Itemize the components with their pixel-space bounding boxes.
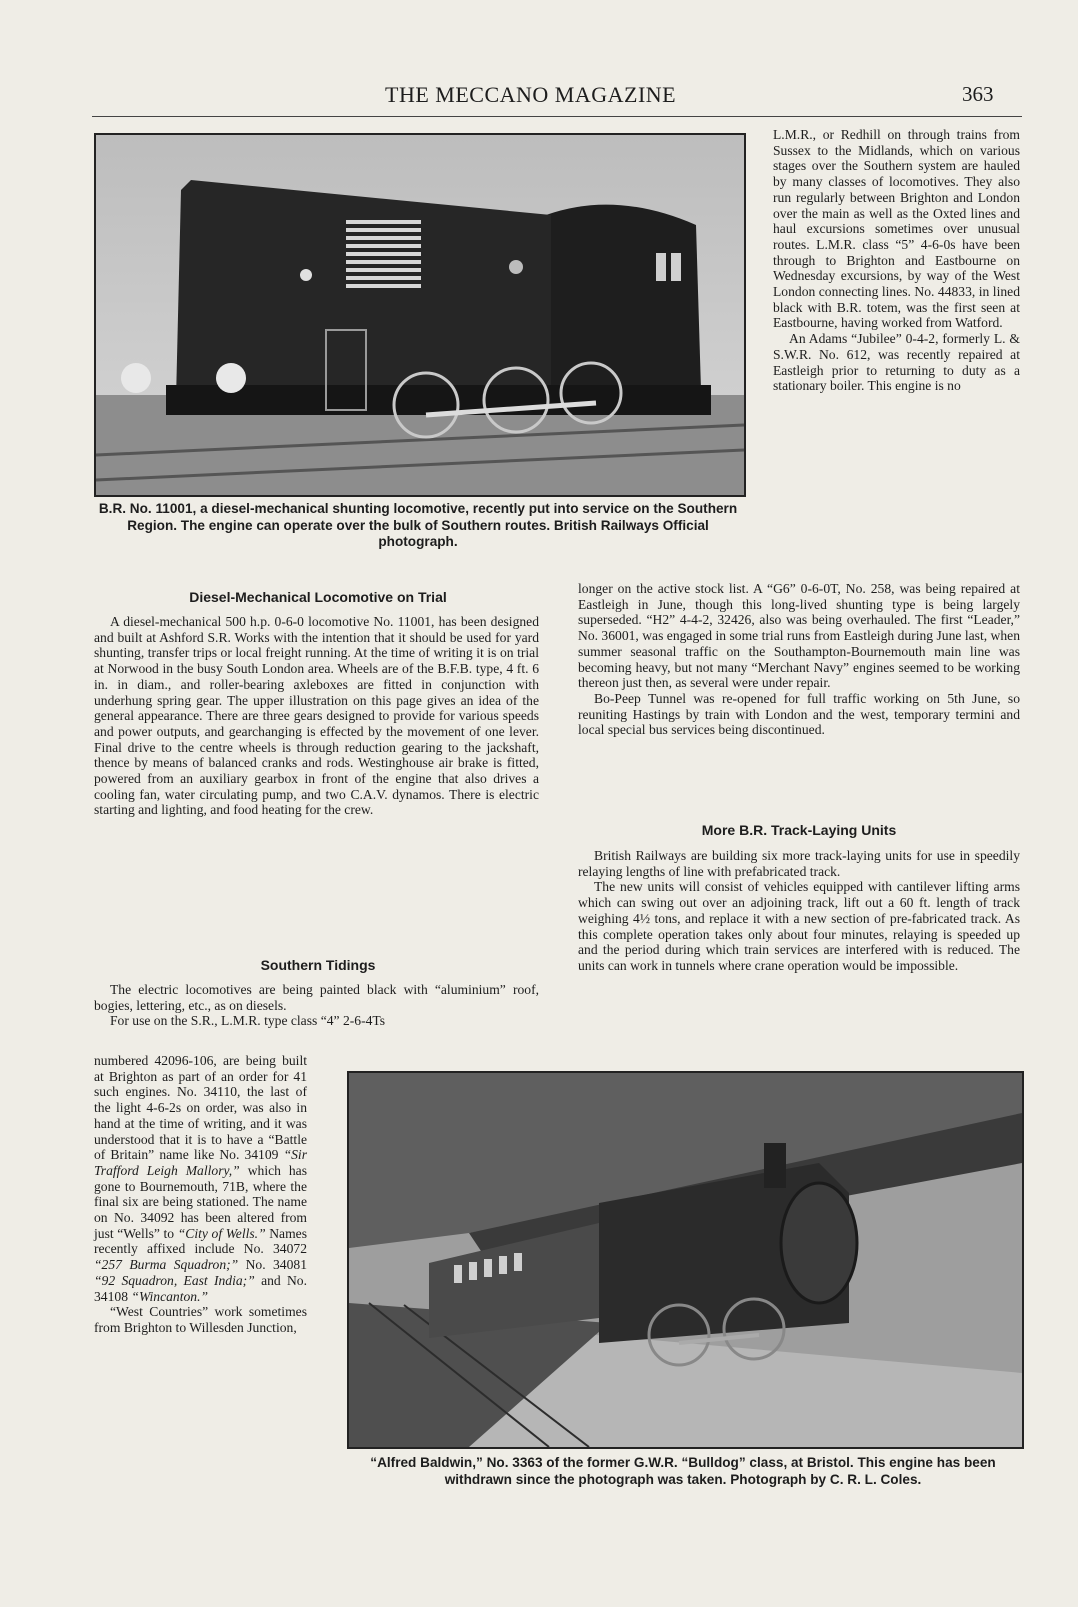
heading-diesel-mechanical: Diesel-Mechanical Locomotive on Trial xyxy=(189,589,447,605)
diesel-locomotive-illustration xyxy=(96,135,744,495)
paragraph-bo-peep: Bo-Peep Tunnel was re-opened for full traffic working on 5th June, so reuniting Hastings by train with London and the west, temporary termini and local special bus services being discontinued. xyxy=(578,690,1020,738)
diesel-section-text xyxy=(94,614,539,818)
magazine-title: THE MECCANO MAGAZINE xyxy=(385,82,677,107)
name-wincanton: “Wincanton.” xyxy=(131,1288,209,1304)
diesel-photo-caption: B.R. No. 11001, a diesel-mechanical shunting locomotive, recently put into service on the Southern Region. The engine can operate over the bulk of Southern routes. British Railways Official photograph. xyxy=(98,501,738,549)
paragraph-adams-continued: longer on the active stock list. A “G6” 0-6-0T, No. 258, was being repaired at Eastleigh in June, though this long-lived shunting type is being largely superseded. “H2” 4-4-2, 32426, also was being overhauled. The first “Leader,” No. 36001, was engaged in some trial runs from Eastleigh during June last, when summer seasonal traffic on the Southampton-Bournemouth main line was becoming heavy, but not many “Merchant Navy” engines seemed to be working thereon just then, as several were under repair. xyxy=(578,581,1020,691)
bulldog-photo-caption: “Alfred Baldwin,” No. 3363 of the former G.W.R. “Bulldog” class, at Bristol. This engine has been withdrawn since the photograph was taken. Photograph by C. R. L. Coles. xyxy=(370,1455,996,1487)
class-4-text-e: and No. 34108 xyxy=(94,1272,308,1304)
paragraph-west-countries: “West Countries” work sometimes from Brighton to Willesden Junction, xyxy=(94,1304,307,1335)
paragraph-track-laying-1: British Railways are building six more track-laying units for use in speedily relaying lengths of line with prefabricated track. xyxy=(578,848,1020,879)
name-92-squadron: “92 Squadron, East India;” xyxy=(94,1272,255,1288)
track-laying-text xyxy=(578,848,1020,974)
heading-track-laying: More B.R. Track-Laying Units xyxy=(701,822,897,838)
paragraph-track-laying-2: The new units will consist of vehicles equipped with cantilever lifting arms which can swing out over an adjoining track, lift out a 60 ft. length of track weighing 4½ tons, and replace it with a new section of pre-fabricated track. As this complete operation takes only about four minutes, relaying is speeded up and the period during which train services are interfered with is reduced. The units can work in tunnels where crane operation would be impossible. xyxy=(578,879,1020,973)
paragraph-electric-locomotives: The electric locomotives are being painted black with “aluminium” roof, bogies, lettering, etc., as on diesels. xyxy=(94,982,539,1013)
class-4-text-a: numbered 42096-106, are being built at Brighton as part of an order for 41 such engines. No. 34110, the last of the light 4-6-2s on order, was also in hand at the time of writing, and it was understood that it is to have a “Battle of Britain” name like No. 34109 xyxy=(94,1053,307,1163)
paragraph-class-4-continued xyxy=(94,1053,307,1304)
bulldog-locomotive-illustration xyxy=(349,1073,1022,1447)
bulldog-locomotive-photo xyxy=(347,1071,1024,1449)
right-column-top-text xyxy=(773,127,1020,394)
name-city-of-wells: “City of Wells.” xyxy=(177,1225,266,1241)
page-number: 363 xyxy=(962,82,994,106)
paragraph-adams-jubilee: An Adams “Jubilee” 0-4-2, formerly L. & S.W.R. No. 612, was recently repaired at Eastleigh prior to returning to duty as a stationary boiler. This engine is no xyxy=(773,331,1020,394)
southern-tidings-narrow-text xyxy=(94,1053,307,1336)
name-257-burma-squadron: “257 Burma Squadron;” xyxy=(94,1257,239,1273)
name-trafford-leigh-mallory: “Sir Trafford Leigh Mallory,” xyxy=(94,1147,307,1178)
paragraph-diesel-mechanical: A diesel-mechanical 500 h.p. 0-6-0 locomotive No. 11001, has been designed and built at Ashford S.R. Works with the intention that it should be used for yard shunting, transfer trips or local freight running. At the time of writing it is on trial at Norwood in the busy South London area. Wheels are of the B.F.B. type, 4 ft. 6 in. in diam., and roller-bearing axleboxes are fitted in conjunction with underhung spring gear. The upper illustration on this page gives an idea of the general appearance. There are three gears designed to provide for various speeds and power outputs, and gearchanging is effected by the movement of one lever. Final drive to the centre wheels is through reduction gearing to the jackshaft, thence by means of balanced cranks and rods. Westinghouse air brake is fitted, powered from an auxiliary gearbox in front of the engine that also drives a cooling fan, water circulating pump, and two C.A.V. dynamos. There is electric starting and lighting, and food heating for the crew. xyxy=(94,614,539,818)
header-rule xyxy=(92,116,1022,117)
right-column-middle-text xyxy=(578,581,1020,738)
southern-tidings-text xyxy=(94,982,539,1029)
paragraph-lmr-trains: L.M.R., or Redhill on through trains from Sussex to the Midlands, which on various stages over the Southern system are hauled by many classes of locomotives. They also run regularly between Brighton and London over the main as well as the Oxted lines and haul excursions sometimes over unusual routes. L.M.R. class “5” 4-6-0s have been through to Brighton and Eastbourne on Wednesday excursions, by way of the West London connecting lines. No. 44833, in lined black with B.R. totem, was the first seen at Eastbourne, having worked from Watford. xyxy=(773,127,1020,331)
paragraph-class-4-top: For use on the S.R., L.M.R. type class “4” 2-6-4Ts xyxy=(110,1013,386,1029)
class-4-text-d: No. 34081 xyxy=(238,1257,307,1273)
class-4-text-b: which has gone to Bournemouth, 71B, where the final six are being stationed. The name on No. 34092 has been altered from just “Wells” to xyxy=(94,1162,308,1241)
heading-southern-tidings: Southern Tidings xyxy=(260,957,376,973)
class-4-text-c: Names recently affixed include No. 34072 xyxy=(94,1225,307,1257)
diesel-locomotive-photo xyxy=(94,133,746,497)
